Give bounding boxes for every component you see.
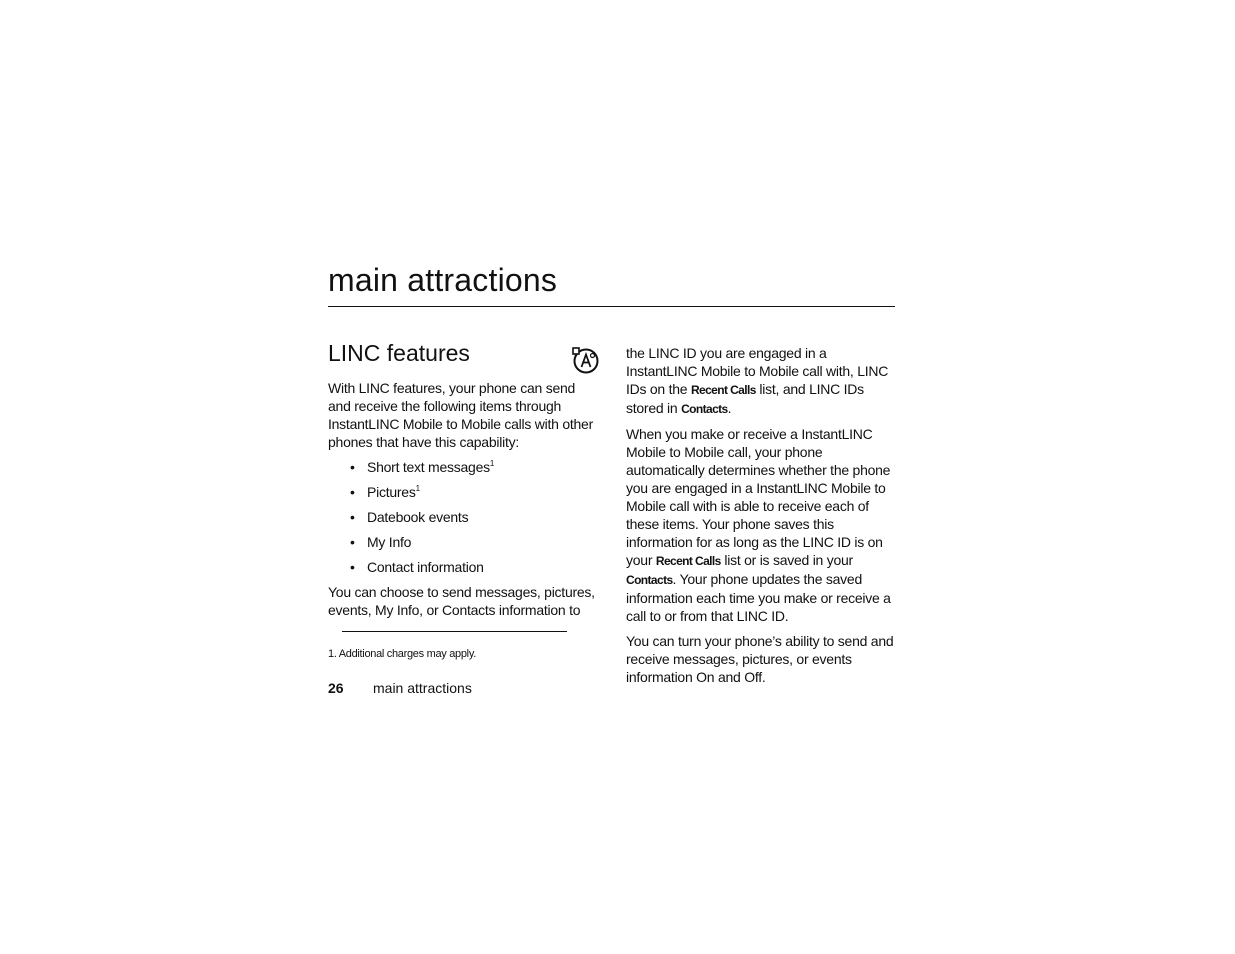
toggle-paragraph: You can turn your phone’s ability to send and receive messages, pictures, or events information On and Off.: [626, 633, 894, 685]
intro-paragraph: With LINC features, your phone can send and receive the following items through InstantLINC Mobile to Mobile calls with other phones that have this capability:: [328, 380, 593, 450]
continuation-paragraph: the LINC ID you are engaged in a InstantLINC Mobile to Mobile call with, LINC IDs on the Recent Calls list, and LINC IDs stored in Contacts.: [626, 345, 889, 416]
list-item: • Datebook events: [350, 508, 600, 526]
network-feature-icon: [572, 347, 599, 374]
page-title: main attractions: [328, 262, 558, 298]
list-item: • Short text messages$^1$: [350, 458, 600, 476]
title-rule: [328, 306, 895, 307]
left-column: [328, 379, 600, 626]
footnote-ref: 1: [489, 459, 495, 468]
feature-list: [328, 458, 600, 576]
section-heading: LINC features: [328, 340, 470, 366]
list-item: • My Info: [350, 533, 600, 551]
footnote: 1. Additional charges may apply.: [328, 648, 476, 660]
list-item: • Contact information: [350, 558, 600, 576]
footnote-rule: [342, 631, 567, 632]
page-number: 26: [328, 680, 344, 696]
right-column: [626, 344, 898, 693]
menu-term-contacts: Contacts: [626, 573, 673, 587]
menu-term-recent-calls: Recent Calls: [690, 383, 756, 397]
list-item: • Pictures$^1$: [350, 483, 600, 501]
footnote-ref: 1: [415, 484, 420, 493]
detection-paragraph: When you make or receive a InstantLINC Mobile to Mobile call, your phone automatically determines whether the phone you are engaged in a InstantLINC Mobile to Mobile call with is able to receive each of these items. Your phone saves this information for as long as the LINC ID is on your Recent Calls list or is saved in your Contacts. Your phone updates the saved information each time you make or receive a call to or from that LINC ID.: [626, 426, 891, 624]
running-footer: main attractions: [373, 680, 472, 696]
menu-term-contacts: Contacts: [681, 402, 728, 416]
menu-term-recent-calls: Recent Calls: [655, 554, 721, 568]
closing-paragraph: You can choose to send messages, pictures, events, My Info, or Contacts information to: [328, 584, 595, 618]
